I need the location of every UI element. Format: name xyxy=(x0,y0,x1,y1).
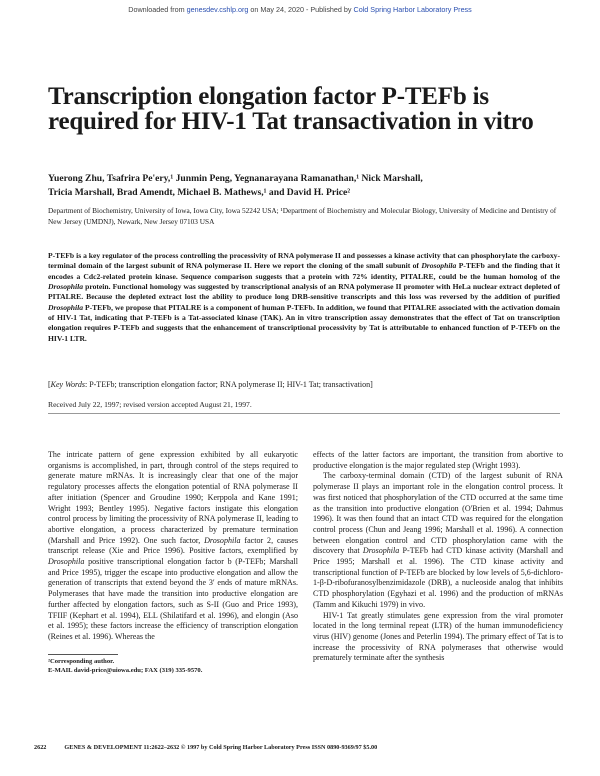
key-words-text: : P-TEFb; transcription elongation factor; RNA polymerase II; HIV-1 Tat; transactivation] xyxy=(84,380,373,389)
author-list xyxy=(48,172,568,200)
contact-info: E-MAIL david-price@uiowa.edu; FAX (319) 335-9570. xyxy=(48,667,203,674)
publisher-link[interactable]: Cold Spring Harbor Laboratory Press xyxy=(353,5,472,14)
body-paragraph: The carboxy-terminal domain (CTD) of the largest subunit of RNA polymerase II plays an important role in the elongation control process. It was first noticed that phosphorylation of the CTD occurred at the same time as the transition into productive elongation (O'Brien et al. 1994; Dahmus 1996). It was then found that an intact CTD was required for the elongation control process (Chun and Jeang 1996; Marshall et al. 1996). A connection between elongation control and CTD phosphorylation came with the discovery that Drosophila P-TEFb had CTD kinase activity (Marshall and Price 1995; Marshall et al. 1996). The CTD kinase activity and transcriptional function of P-TEFb are blocked by low levels of 5,6-dichloro-1-β-D-ribofuranosylbenzimidazole (DRB), a nucleoside analog that inhibits CTD phosphorylation (Egyhazi et al. 1996) and the production of mRNAs (Tamm and Kikuchi 1979) in vivo. xyxy=(313,471,563,609)
received-dates: Received July 22, 1997; revised version accepted August 21, 1997. xyxy=(48,400,252,409)
download-banner xyxy=(0,5,600,14)
footnote-divider xyxy=(48,654,118,655)
footnote xyxy=(48,657,298,675)
download-banner-prefix: Downloaded from xyxy=(128,5,187,14)
download-banner-middle: on May 24, 2020 - Published by xyxy=(248,5,354,14)
page-number: 2622 xyxy=(34,744,47,751)
body-column-right xyxy=(313,450,563,664)
body-column-left xyxy=(48,450,298,643)
corresponding-author-note: ²Corresponding author. xyxy=(48,658,115,665)
body-paragraph: The intricate pattern of gene expression exhibited by all eukaryotic organisms is accomplished, in part, through control of the steps required to generate mature mRNAs. It is increasingly clear that one of the major regulatory processes affects the elongation potential of RNA polymerase II after initiation (Spencer and Groudine 1990; Kerppola and Kane 1991; Wright 1993; Bentley 1995). Negative factors instigate this elongation control process by limiting the processivity of RNA polymerase II, leading to abortive elongation, a process characterized by premature termination (Marshall and Price 1992). One such factor, Drosophila factor 2, causes transcript release (Xie and Price 1996). Positive factors, exemplified by Drosophila positive transcriptional elongation factor b (P-TEFb; Marshall and Price 1995), trigger the escape into productive elongation and allow the generation of transcripts that extend beyond the 3′ ends of mature mRNAs. Polymerases that have made the transition into productive elongation are further affected by elongation factors, such as S-II (Guo and Price 1993), TFIIF (Kephart et al. 1994), ELL (Shilatifard et al. 1996), and elongin (Aso et al. 1995); these factors increase the efficiency of transcription elongation (Reines et al. 1996). Whereas the xyxy=(48,450,298,641)
author-line-2: Tricia Marshall, Brad Amendt, Michael B. Mathews,¹ and David H. Price² xyxy=(48,187,351,198)
journal-site-link[interactable]: genesdev.cshlp.org xyxy=(186,5,249,14)
key-words-label: Key Words xyxy=(50,380,85,389)
key-words: [Key Words: P-TEFb; transcription elongation factor; RNA polymerase II; HIV-1 Tat; transactivation] xyxy=(48,380,373,389)
affiliations: Department of Biochemistry, University of Iowa, Iowa City, Iowa 52242 USA; ¹Department of Biochemistry and Molecular Biology, University of Medicine and Dentistry of New Jersey (UMDNJ), Newark, New Jersey 07103 USA xyxy=(48,206,557,226)
journal-citation: GENES & DEVELOPMENT 11:2622–2632 © 1997 by Cold Spring Harbor Laboratory Press ISSN 0890-9369/97 $5.00 xyxy=(64,744,378,751)
abstract: P-TEFb is a key regulator of the process controlling the processivity of RNA polymerase II and possesses a kinase activity that can phosphorylate the carboxy-terminal domain of the largest subunit of RNA polymerase II. Here we report the cloning of the small subunit of Drosophila P-TEFb and the finding that it encodes a Cdc2-related protein kinase. Sequence comparison suggests that a protein with 72% identity, PITALRE, could be the human homolog of the Drosophila protein. Functional homology was suggested by transcriptional analysis of an RNA polymerase II promoter with HeLa nuclear extract depleted of PITALRE. Because the depleted extract lost the ability to produce long DRB-sensitive transcripts and this loss was reversed by the addition of purified Drosophila P-TEFb, we propose that PITALRE is a component of human P-TEFb. In addition, we found that PITALRE associated with the activation domain of HIV-1 Tat, indicating that P-TEFb is a Tat-associated kinase (TAK). An in vitro transcription assay demonstrates that the effect of Tat on transcription elongation requires P-TEFb and suggests that the enhancement of transcriptional processivity by Tat is attributable to enhanced function of P-TEFb on the HIV-1 LTR. xyxy=(48,251,560,343)
section-divider xyxy=(48,413,560,414)
body-paragraph: HIV-1 Tat greatly stimulates gene expression from the viral promoter located in the long terminal repeat (LTR) of the human immunodeficiency virus (HIV) genome (Jones and Peterlin 1994). The primary effect of Tat is to increase the processivity of RNA polymerases that otherwise would prematurely terminate after the synthesis xyxy=(313,610,563,663)
article-title: Transcription elongation factor P-TEFb is required for HIV-1 Tat transactivation in vitro xyxy=(48,83,534,135)
page-footer xyxy=(34,744,574,752)
author-line-1: Yuerong Zhu, Tsafrira Pe'ery,¹ Junmin Peng, Yegnanarayana Ramanathan,¹ Nick Marshall, xyxy=(48,173,423,184)
body-paragraph: effects of the latter factors are important, the transition from abortive to productive elongation is the major regulated step (Wright 1993). xyxy=(313,450,563,470)
